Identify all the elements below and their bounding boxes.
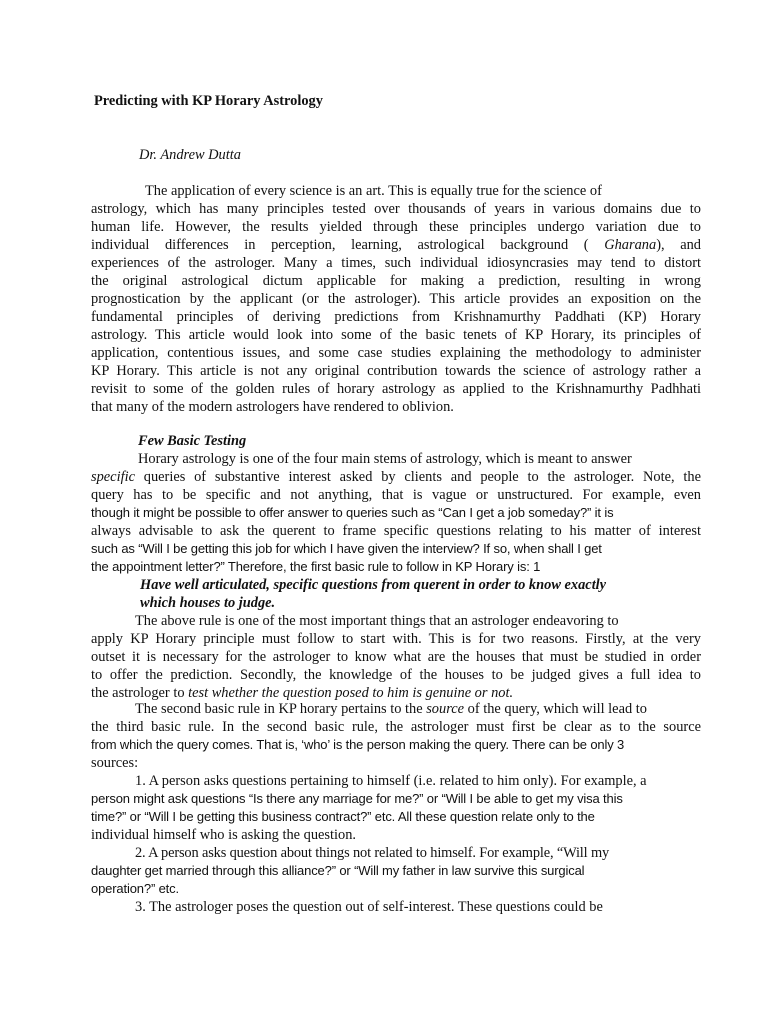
- text-line: Have well articulated, specific questions from querent in order to know exactly: [140, 577, 607, 593]
- rule-explanation: [91, 612, 701, 702]
- text-line: 3. The astrologer poses the question out of self-interest. These questions could be: [135, 899, 603, 915]
- text-line: query has to be specific and not anything, that is vague or unstructured. For example, even: [91, 487, 701, 503]
- text-line: Horary astrology is one of the four main stems of astrology, which is meant to answer: [138, 451, 632, 467]
- text-line: daughter get married through this alliance?” or “Will my father in law survive this surgical: [91, 863, 585, 878]
- text-line: to offer the prediction. Secondly, the knowledge of the houses to be judged gives a full idea to: [91, 667, 701, 683]
- text-line: which houses to judge.: [140, 595, 276, 611]
- list-item: [91, 772, 701, 844]
- text-line: the third basic rule. In the second basic rule, the astrologer must first be clear as to the source: [91, 719, 701, 735]
- text-line: application, contentious issues, and some case studies explaining the methodology to administer: [91, 345, 701, 361]
- text-line: such as “Will I be getting this job for which I have given the interview? If so, when shall I get: [91, 541, 602, 556]
- text-line: astrology. This article would look into some of the basic tenets of KP Horary, its principles of: [91, 327, 701, 343]
- list-item: [91, 844, 701, 898]
- text-line: apply KP Horary principle must follow to start with. This is for two reasons. Firstly, at the very: [91, 631, 701, 647]
- text-line: the original astrological dictum applicable for making a prediction, resulting in wrong: [91, 273, 701, 289]
- text-line: individual differences in perception, learning, astrological background ( Gharana), and: [91, 237, 701, 253]
- text-line: revisit to some of the golden rules of horary astrology as applied to the Krishnamurthy Padhhati: [91, 381, 701, 397]
- text-line: always advisable to ask the querent to frame specific questions relating to his matter of interest: [91, 523, 701, 539]
- text-line: the astrologer to test whether the question posed to him is genuine or not.: [91, 685, 514, 701]
- text-line: specific queries of substantive interest asked by clients and people to the astrologer. Note, the: [91, 469, 701, 485]
- section-paragraph: [91, 450, 701, 576]
- text-line: KP Horary. This article is not any original contribution towards the science of astrology rather a: [91, 363, 701, 379]
- text-line: experiences of the astrologer. Many a times, such individual idiosyncrasies may tend to distort: [91, 255, 701, 271]
- text-line: The application of every science is an art. This is equally true for the science of: [145, 183, 602, 199]
- text-line: prognostication by the applicant (or the astrologer). This article provides an exposition on the: [91, 291, 701, 307]
- author-name: Dr. Andrew Dutta: [139, 147, 241, 163]
- text-line: 1. A person asks questions pertaining to himself (i.e. related to him only). For example, a: [135, 773, 647, 789]
- document-title: Predicting with KP Horary Astrology: [94, 93, 323, 109]
- text-line: The above rule is one of the most important things that an astrologer endeavoring to: [135, 613, 619, 629]
- text-line: time?” or “Will I be getting this business contract?” etc. All these question relate only to the: [91, 809, 595, 824]
- text-line: individual himself who is asking the question.: [91, 827, 357, 843]
- text-line: that many of the modern astrologers have rendered to oblivion.: [91, 399, 454, 415]
- text-line: astrology, which has many principles tested over thousands of years in various domains due to: [91, 201, 701, 217]
- text-line: the appointment letter?” Therefore, the first basic rule to follow in KP Horary is: 1: [91, 559, 541, 574]
- text-line: 2. A person asks question about things not related to himself. For example, “Will my: [135, 845, 610, 861]
- list-item: [91, 898, 701, 916]
- section-heading: Few Basic Testing: [138, 433, 247, 449]
- text-line: though it might be possible to offer answer to queries such as “Can I get a job someday?” it is: [91, 505, 614, 520]
- source-paragraph: [91, 700, 701, 772]
- text-line: from which the query comes. That is, ‘who’ is the person making the query. There can be only 3: [91, 737, 625, 752]
- rule-statement: [140, 576, 660, 612]
- text-line: outset it is necessary for the astrologer to know what are the houses that must be studied in order: [91, 649, 701, 665]
- text-line: sources:: [91, 755, 139, 771]
- text-line: human life. However, the results yielded through these principles undergo variation due to: [91, 219, 701, 235]
- intro-paragraph: [91, 182, 701, 416]
- text-line: fundamental principles of deriving predictions from Krishnamurthy Paddhati (KP) Horary: [91, 309, 701, 325]
- text-line: The second basic rule in KP horary pertains to the source of the query, which will lead to: [135, 701, 647, 717]
- text-line: person might ask questions “Is there any marriage for me?” or “Will I be able to get my visa this: [91, 791, 623, 806]
- text-line: operation?” etc.: [91, 881, 179, 896]
